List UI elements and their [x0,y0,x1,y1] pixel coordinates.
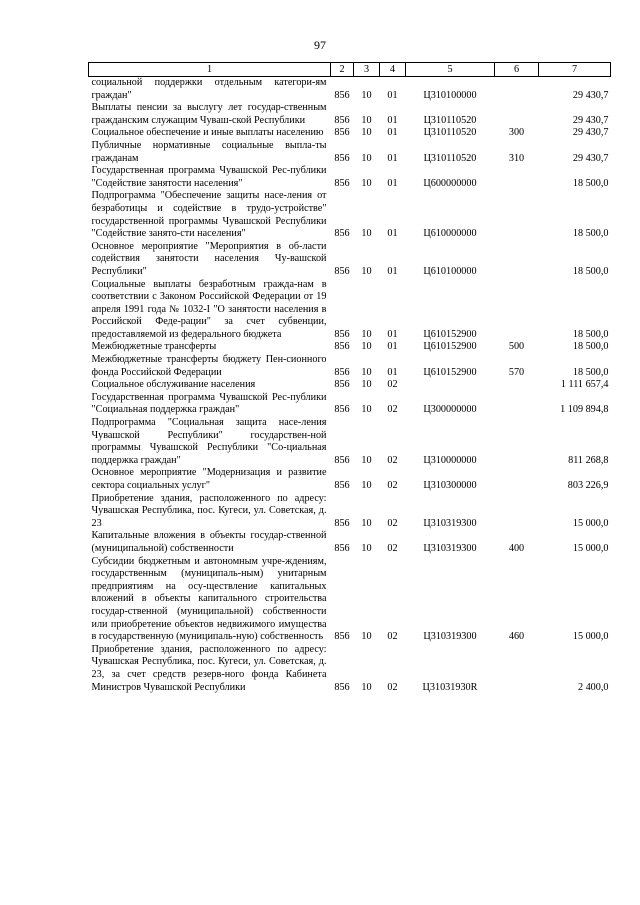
header-col-4: 4 [380,63,406,77]
row-section: 10 [361,379,372,391]
row-target-article: Ц310100000 [423,89,477,101]
header-col-6: 6 [495,63,539,77]
row-amount: 18 500,0 [572,228,609,240]
row-target-article: Ц310110520 [423,152,477,164]
row-section: 10 [361,366,372,378]
row-target-article: Ц310000000 [423,454,477,466]
row-subsection: 01 [387,177,398,189]
row-section: 10 [361,114,372,126]
table-row [89,127,611,140]
row-expense-type: 310 [508,152,525,164]
row-grbs: 856 [334,89,350,101]
row-subsection: 02 [387,681,398,693]
header-col-2: 2 [331,63,354,77]
row-grbs: 856 [334,152,350,164]
row-section: 10 [361,127,372,139]
row-name: Межбюджетные трансферты [91,341,217,353]
row-amount: 18 500,0 [572,366,609,378]
row-subsection: 01 [387,366,398,378]
row-name: Приобретение здания, расположенного по адресу: Чувашская Республика, пос. Кугеси, ул. Советская, д. 23 [91,492,327,529]
row-section: 10 [361,265,372,277]
row-name: Социальное обслуживание населения [91,379,256,391]
row-section: 10 [361,177,372,189]
row-expense-type [495,644,539,694]
row-name: Основное мероприятие "Модернизация и развитие сектора социальных услуг" [91,467,327,491]
row-name: Выплаты пенсии за выслугу лет государ-ственным гражданским служащим Чуваш-ской Республики [91,102,327,126]
row-subsection: 02 [387,379,398,391]
row-name: Социальные выплаты безработным гражда-нам в соответствии с Законом Российской Федерации от 19 апреля 1991 года № 1032-I "О занятости населения в Российской Феде-рации" за счет субвенции, предоставляемой из федерального бюджета [91,278,327,340]
row-target-article: Ц300000000 [423,404,477,416]
row-grbs: 856 [334,631,350,643]
header-col-7: 7 [539,63,611,77]
row-target-article: Ц610000000 [423,228,477,240]
row-section: 10 [361,228,372,240]
row-subsection: 01 [387,265,398,277]
row-section: 10 [361,341,372,353]
table-row [89,241,611,279]
row-grbs: 856 [334,328,350,340]
row-section: 10 [361,480,372,491]
table-row [89,102,611,127]
row-section: 10 [361,404,372,416]
row-section: 10 [361,454,372,466]
row-subsection: 01 [387,152,398,164]
row-amount: 811 268,8 [568,454,609,466]
row-subsection: 02 [387,404,398,416]
header-row [89,63,611,77]
row-expense-type [495,417,539,467]
row-subsection: 01 [387,89,398,101]
row-section: 10 [361,517,372,529]
table-row [89,417,611,467]
row-amount: 18 500,0 [572,341,609,353]
row-target-article: Ц610152900 [423,341,477,353]
row-section: 10 [361,89,372,101]
page-number: 97 [314,38,326,52]
row-expense-type [495,241,539,279]
row-subsection: 02 [387,542,398,554]
row-subsection: 01 [387,328,398,340]
row-grbs: 856 [334,681,350,693]
row-amount: 18 500,0 [572,265,609,277]
table-row [89,493,611,531]
row-grbs: 856 [334,265,350,277]
row-expense-type [495,392,539,417]
table-header [89,63,611,77]
row-target-article: Ц310319300 [423,517,477,529]
row-section: 10 [361,152,372,164]
row-expense-type: 570 [508,366,525,378]
row-name: Государственная программа Чувашской Рес-публики "Содействие занятости населения" [91,165,327,189]
row-amount: 29 430,7 [572,89,609,101]
row-expense-type [495,279,539,342]
row-name: Социальное обеспечение и иные выплаты населению [91,127,324,139]
row-grbs: 856 [334,341,350,353]
row-target-article: Ц310319300 [423,631,477,643]
row-name: Межбюджетные трансферты бюджету Пен-сионного фонда Российской Федерации [91,354,327,378]
row-subsection: 01 [387,341,398,353]
row-grbs: 856 [334,177,350,189]
row-name: Подпрограмма "Социальная защита насе-ления Чувашской Республики" государствен-ной программы Чувашской Республики "Со-циальная поддержка граждан" [91,417,327,466]
header-col-5: 5 [406,63,495,77]
row-grbs: 856 [334,454,350,466]
table-row [89,467,611,492]
row-grbs: 856 [334,114,350,126]
row-grbs: 856 [334,480,350,491]
row-subsection: 02 [387,631,398,643]
row-section: 10 [361,631,372,643]
row-name: Основное мероприятие "Мероприятия в об-ласти содействия занятости населения Чу-вашской Республики" [91,240,327,277]
row-grbs: 856 [334,404,350,416]
row-target-article: Ц610100000 [423,265,477,277]
row-grbs: 856 [334,228,350,240]
row-name: Подпрограмма "Обеспечение защиты насе-ления от безработицы и содействие в трудо-устройстве" государственной программы Чувашской Республики "Содействие занято-сти населения" [91,190,327,240]
row-amount: 29 430,7 [572,127,609,139]
row-expense-type [495,493,539,531]
row-expense-type [495,102,539,127]
row-expense-type [495,190,539,240]
row-expense-type [495,77,539,103]
table-row [89,279,611,342]
row-subsection: 01 [387,114,398,126]
row-amount: 18 500,0 [572,328,609,340]
row-subsection: 02 [387,454,398,466]
table-body [89,77,611,695]
row-name: Приобретение здания, расположенного по адресу: Чувашская Республика, пос. Кугеси, ул. Советская, д. 23, за счет средств резерв-ного фонда Кабинета Министров Чувашской Республики [91,643,327,693]
table-row [89,530,611,555]
row-target-article: Ц310319300 [423,542,477,554]
header-col-3: 3 [354,63,380,77]
row-amount: 803 226,9 [567,480,609,491]
row-amount: 15 000,0 [572,542,609,554]
row-target-article: Ц310110520 [423,127,477,139]
row-grbs: 856 [334,517,350,529]
row-amount: 18 500,0 [572,177,609,189]
row-target-article: Ц610152900 [423,328,477,340]
row-amount: 1 109 894,8 [560,404,609,416]
row-expense-type: 300 [508,127,525,139]
row-target-article: Ц310110520 [423,114,477,126]
table-row [89,140,611,165]
row-amount: 15 000,0 [572,631,609,643]
row-expense-type [495,165,539,190]
row-target-article: Ц600000000 [423,177,477,189]
table-row [89,341,611,354]
row-target-article: Ц31031930R [422,681,478,693]
table-row [89,379,611,392]
row-subsection: 02 [387,480,398,491]
table-row [89,354,611,379]
row-subsection: 02 [387,517,398,529]
row-target-article: Ц310300000 [423,480,477,491]
row-subsection: 01 [387,228,398,240]
row-name: Капитальные вложения в объекты государ-ственной (муниципальной) собственности [91,530,327,554]
table-row [89,556,611,644]
row-target-article: Ц610152900 [423,366,477,378]
row-name: Государственная программа Чувашской Рес-публики "Социальная поддержка граждан" [91,391,327,416]
row-expense-type [495,467,539,492]
row-grbs: 856 [334,127,350,139]
row-grbs: 856 [334,542,350,554]
row-grbs: 856 [334,366,350,378]
table-row [89,392,611,417]
row-name: Субсидии бюджетным и автономным учре-ждениям, государственным (муниципаль-ным) унитарным предприятиям на осу-ществление капитальных вложений в объекты капитального строительства государ-ственной (муниципальной) собственности или приобретение объектов недвижимого имущества в государственную (муниципаль-ную) собственность [91,555,327,643]
row-expense-type: 500 [508,341,525,353]
row-expense-type [495,379,539,392]
row-name: Публичные нормативные социальные выпла-ты гражданам [91,139,327,164]
budget-table [88,62,611,694]
row-amount: 2 400,0 [577,681,609,693]
row-amount: 29 430,7 [572,152,609,164]
table-row [89,77,611,103]
row-name: социальной поддержки отдельным категори-ям граждан" [91,77,327,101]
row-grbs: 856 [334,379,350,391]
row-section: 10 [361,681,372,693]
header-col-1: 1 [89,63,331,77]
row-amount: 1 111 657,4 [560,379,609,391]
row-target-article [406,379,495,392]
row-amount: 15 000,0 [572,517,609,529]
table-row [89,644,611,694]
row-expense-type: 400 [508,542,525,554]
row-subsection: 01 [387,127,398,139]
row-expense-type: 460 [508,631,525,643]
row-section: 10 [361,542,372,554]
row-section: 10 [361,328,372,340]
table-row [89,190,611,240]
table-row [89,165,611,190]
row-amount: 29 430,7 [572,114,609,126]
